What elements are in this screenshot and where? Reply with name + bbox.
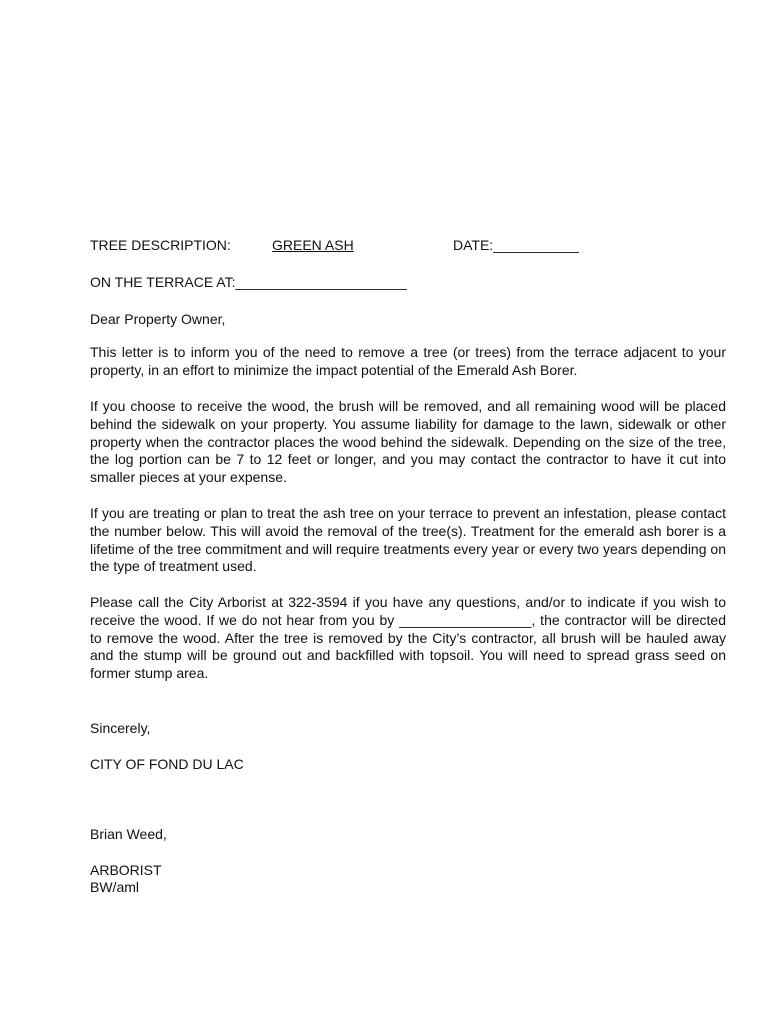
tree-description-label: TREE DESCRIPTION: — [90, 237, 231, 253]
signer-name: Brian Weed, — [90, 826, 167, 842]
salutation: Dear Property Owner, — [90, 311, 226, 327]
signer-title: ARBORIST — [90, 862, 162, 878]
organization-name: CITY OF FOND DU LAC — [90, 756, 244, 772]
paragraph-contact: Please call the City Arborist at 322-3594 if you have any questions, and/or to indicate if you wish to receive the wood. If we do not hear from you by _________________, the contractor will be directed to remove the wood. After the tree is removed by the City’s contractor, all brush will be hauled away and the stump will be ground out and backfilled with topsoil. You will need to spread grass seed on former stump area. — [90, 594, 726, 682]
paragraph-treatment: If you are treating or plan to treat the ash tree on your terrace to prevent an infestation, please contact the number below. This will avoid the removal of the tree(s). Treatment for the emerald ash borer is a lifetime of the tree commitment and will require treatments every year or every two years depending on the type of treatment used. — [90, 505, 726, 575]
tree-description-value: GREEN ASH — [272, 237, 354, 253]
terrace-address-field: ON THE TERRACE AT:______________________ — [90, 274, 407, 290]
paragraph-wood: If you choose to receive the wood, the brush will be removed, and all remaining wood will be placed behind the sidewalk on your property. You assume liability for damage to the lawn, sidewalk or other property when the contractor places the wood behind the sidewalk. Depending on the size of the tree, the log portion can be 7 to 12 feet or longer, and you may contact the contractor to have it cut into smaller pieces at your expense. — [90, 398, 726, 486]
typist-initials: BW/aml — [90, 879, 139, 895]
paragraph-intro: This letter is to inform you of the need to remove a tree (or trees) from the terrace adjacent to your property, in an effort to minimize the impact potential of the Emerald Ash Borer. — [90, 344, 726, 378]
date-field: DATE:___________ — [453, 237, 579, 253]
closing: Sincerely, — [90, 720, 151, 736]
